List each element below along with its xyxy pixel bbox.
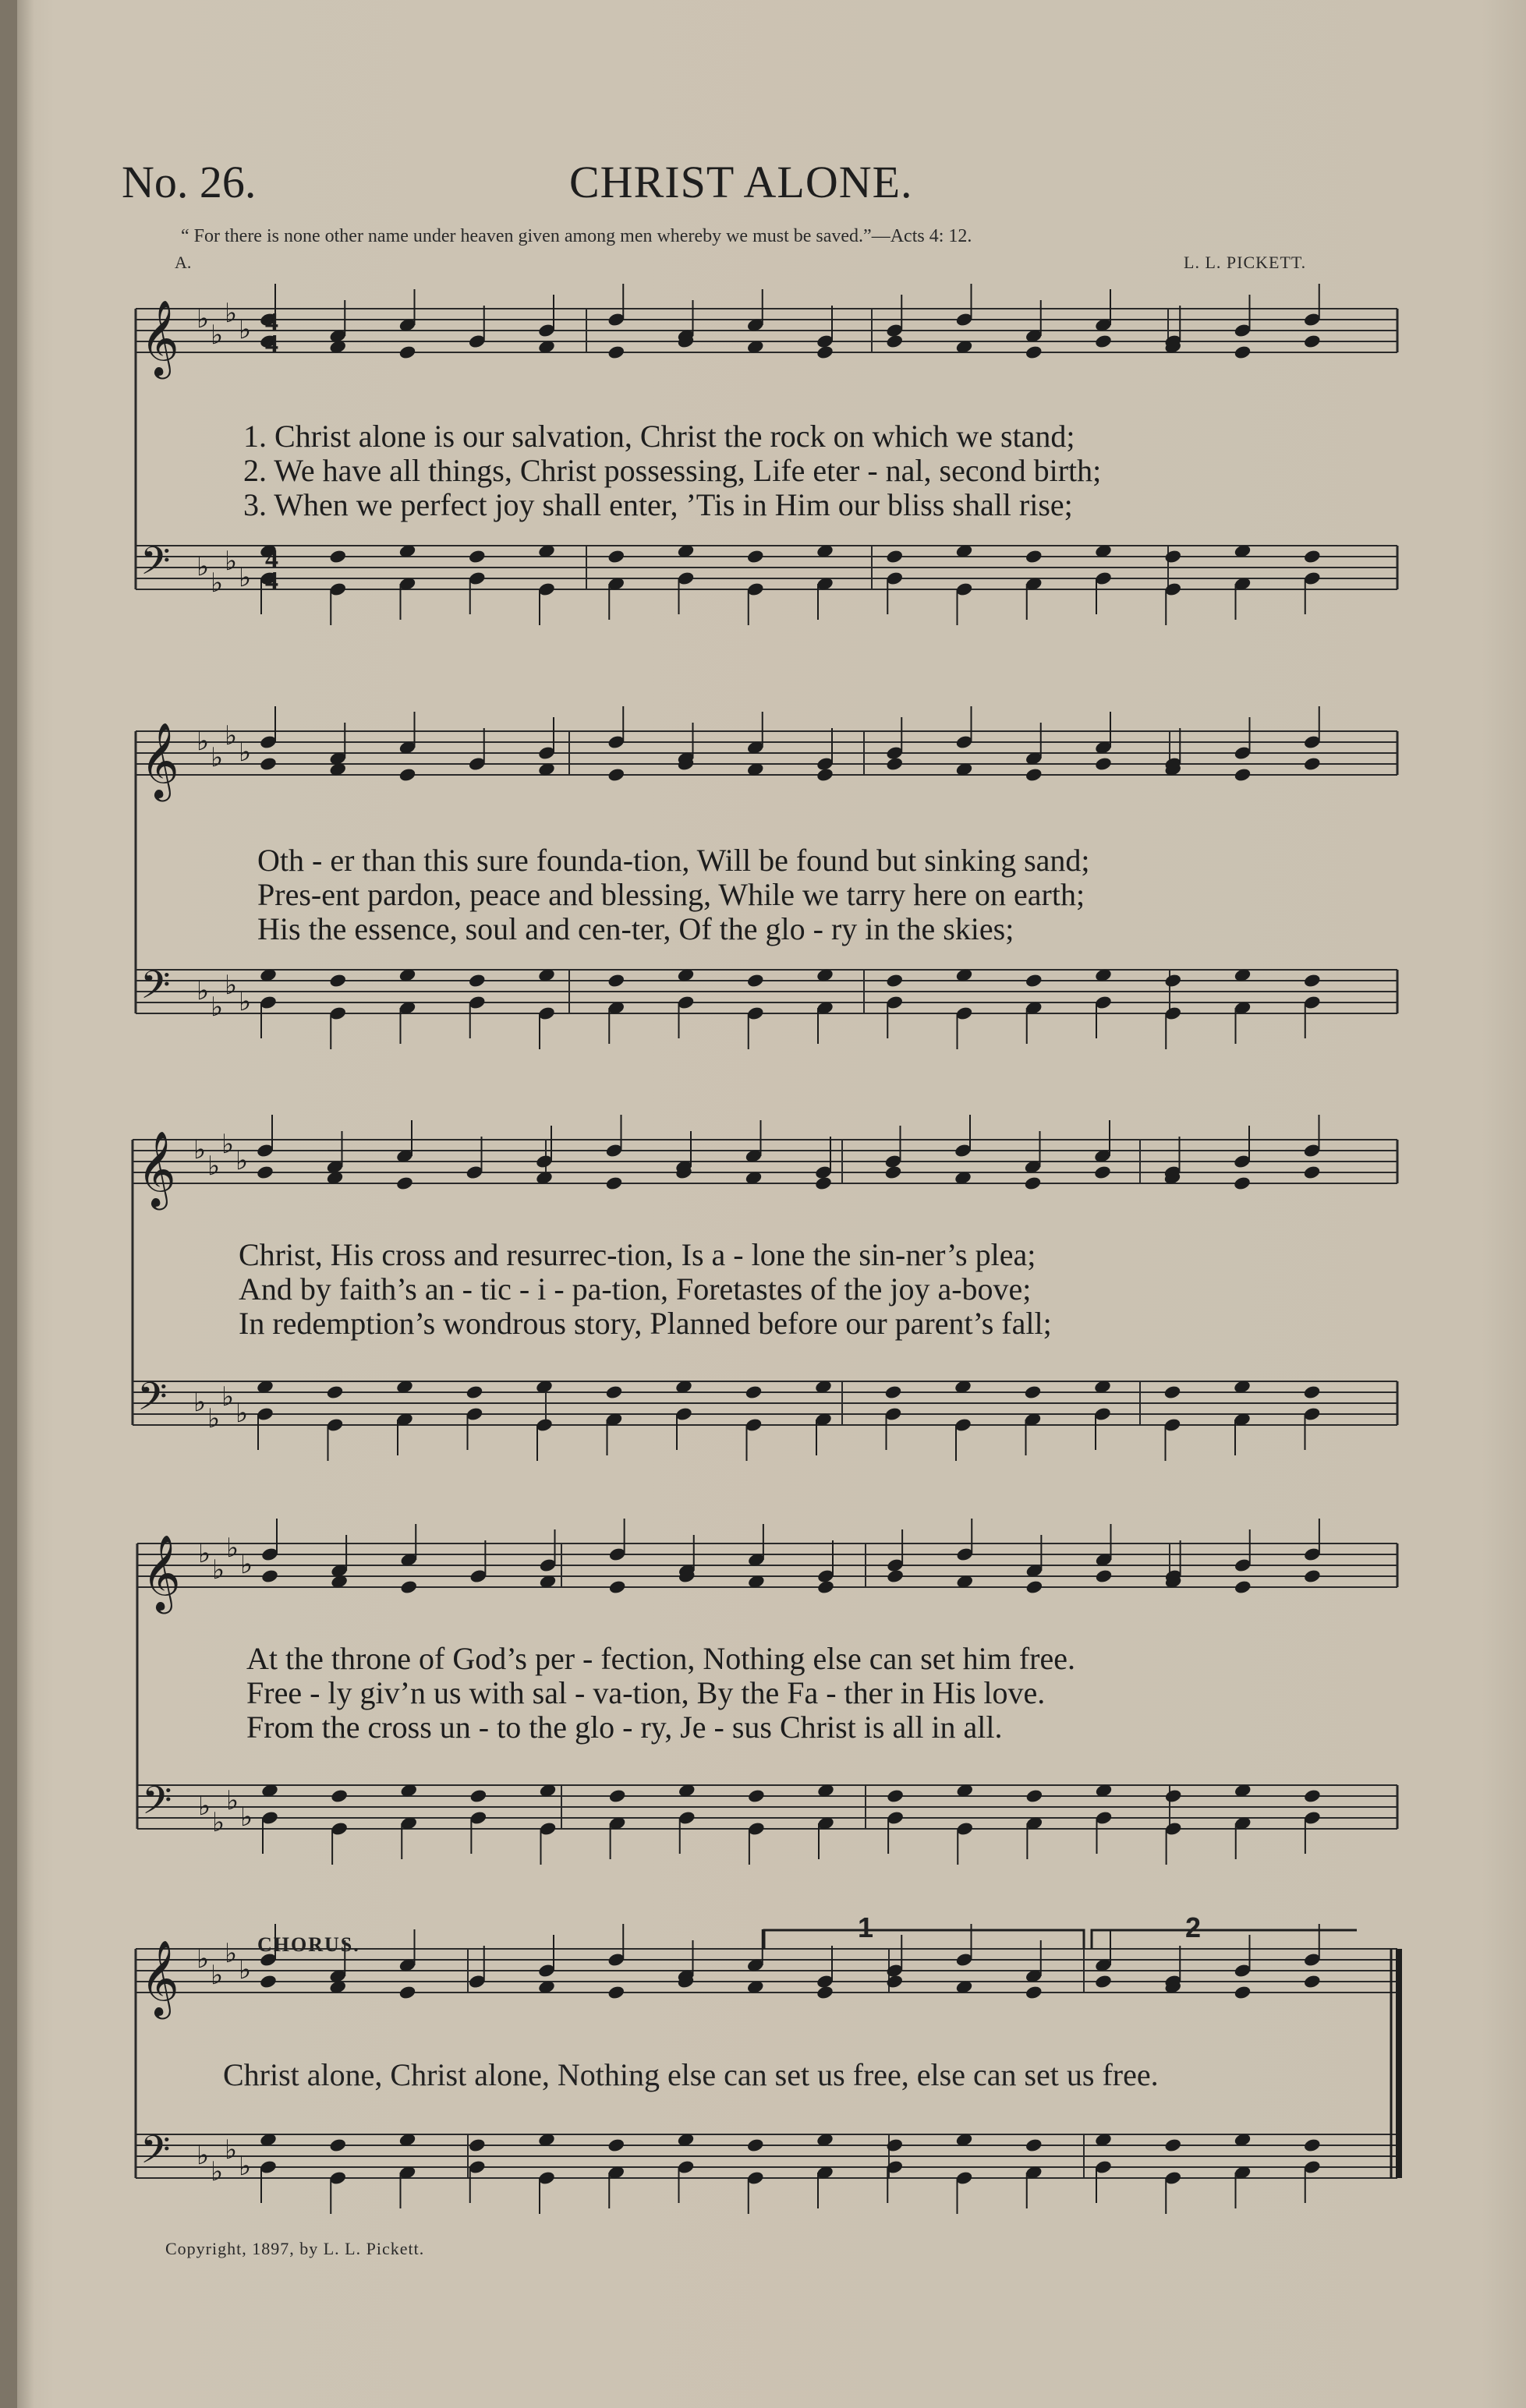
notehead [607, 2137, 625, 2153]
notehead [1163, 1384, 1182, 1400]
notehead [1234, 1579, 1252, 1595]
notehead [1095, 1568, 1114, 1584]
notehead [885, 973, 904, 988]
notehead [885, 549, 904, 564]
lyric-line: In redemption’s wondrous story, Planned before our parent’s fall; [239, 1306, 1052, 1341]
notehead [326, 1384, 345, 1400]
notehead [259, 756, 278, 772]
notehead [1024, 1384, 1043, 1400]
notehead [607, 973, 625, 988]
notehead [885, 756, 904, 772]
flat-icon: ♭ [197, 551, 210, 582]
notehead [1303, 1568, 1322, 1584]
lyric-line: 1. Christ alone is our salvation, Christ the rock on which we stand; [243, 419, 1075, 454]
notehead [395, 1176, 414, 1191]
treble-clef-icon: 𝄞 [140, 1939, 179, 2016]
flat-icon: ♭ [211, 742, 224, 773]
notehead [330, 1788, 349, 1804]
flat-icon: ♭ [197, 726, 210, 757]
notehead [1093, 1165, 1112, 1180]
notehead [1094, 756, 1113, 772]
notehead [1303, 973, 1322, 988]
flat-icon: ♭ [225, 298, 238, 329]
notehead [746, 973, 765, 988]
bass-clef-icon: 𝄢 [140, 539, 171, 593]
notehead [1303, 1788, 1322, 1804]
lyric-line: At the throne of God’s per - fection, Nothing else can set him free. [246, 1641, 1076, 1676]
notehead [398, 767, 417, 783]
notehead [745, 1384, 763, 1400]
flat-icon: ♭ [207, 1403, 221, 1434]
notehead [1234, 1985, 1252, 2000]
bass-clef-icon: 𝄢 [140, 2127, 171, 2182]
notehead [607, 767, 625, 783]
flat-icon: ♭ [212, 1554, 225, 1586]
notehead [746, 2137, 765, 2153]
first-ending-bracket [764, 1930, 1084, 1949]
flat-icon: ♭ [226, 1785, 239, 1816]
lyric-line: 3. When we perfect joy shall enter, ’Tis in Him our bliss shall rise; [243, 487, 1073, 522]
flat-icon: ♭ [225, 970, 238, 1001]
notehead [816, 1579, 835, 1595]
flat-icon: ♭ [221, 1129, 235, 1160]
notehead [328, 2137, 347, 2153]
flat-icon: ♭ [211, 2156, 224, 2187]
notehead [1234, 767, 1252, 783]
notehead [260, 1568, 279, 1584]
notehead [466, 1384, 484, 1400]
flat-icon: ♭ [221, 1381, 235, 1413]
flat-icon: ♭ [207, 1151, 221, 1182]
time-signature-top: 4 [265, 308, 278, 337]
notehead [398, 1985, 417, 2000]
treble-clef-icon: 𝄞 [140, 299, 179, 376]
notehead [469, 1788, 488, 1804]
lyric-line: Christ, His cross and resurrec-tion, Is a - lone the sin-ner’s plea; [239, 1237, 1036, 1272]
bass-clef-icon: 𝄢 [140, 963, 171, 1017]
notehead [1163, 973, 1182, 988]
flat-icon: ♭ [225, 720, 238, 751]
second-ending-bracket [1092, 1930, 1357, 1949]
notehead [328, 973, 347, 988]
hymn-title: CHRIST ALONE. [569, 157, 913, 207]
notehead [1025, 345, 1043, 360]
notehead [1094, 334, 1113, 349]
flat-icon: ♭ [197, 2140, 210, 2171]
notehead [1025, 1788, 1044, 1804]
notehead [607, 549, 625, 564]
notehead [1025, 973, 1043, 988]
lyric-line: Free - ly giv’n us with sal - va-tion, By the Fa - ther in His love. [246, 1675, 1046, 1710]
flat-icon: ♭ [239, 986, 252, 1017]
scripture-epigraph: “ For there is none other name under heaven given among men whereby we must be saved.”—Acts 4: 12. [181, 226, 972, 246]
notehead [605, 1176, 624, 1191]
notehead [468, 549, 487, 564]
chorus-label: CHORUS. [257, 1933, 360, 1956]
notehead [1025, 767, 1043, 783]
flat-icon: ♭ [193, 1387, 207, 1418]
lyric-line: His the essence, soul and cen-ter, Of the glo - ry in the skies; [257, 911, 1014, 946]
flat-icon: ♭ [197, 303, 210, 334]
hymn-number: No. 26. [122, 157, 257, 207]
flat-icon: ♭ [225, 1938, 238, 1969]
notehead [328, 549, 347, 564]
flat-icon: ♭ [239, 1954, 252, 1985]
flat-icon: ♭ [197, 1943, 210, 1975]
notehead [259, 1974, 278, 1989]
notehead [746, 549, 765, 564]
notehead [399, 1579, 418, 1595]
notehead [816, 767, 834, 783]
flat-icon: ♭ [239, 737, 252, 768]
composer-credit: L. L. PICKETT. [1184, 253, 1307, 272]
notehead [607, 345, 625, 360]
notehead [608, 1579, 627, 1595]
notehead [816, 345, 834, 360]
flat-icon: ♭ [211, 568, 224, 599]
flat-icon: ♭ [239, 314, 252, 345]
lyric-line: Oth - er than this sure founda-tion, Will be found but sinking sand; [257, 843, 1090, 878]
notehead [1025, 1579, 1044, 1595]
flat-icon: ♭ [239, 2151, 252, 2182]
bass-clef-icon: 𝄢 [137, 1374, 168, 1429]
notehead [1303, 549, 1322, 564]
notehead [1303, 2137, 1322, 2153]
notehead [885, 2137, 904, 2153]
lyric-line: 2. We have all things, Christ possessing, Life eter - nal, second birth; [243, 453, 1102, 488]
time-signature-bottom: 4 [265, 330, 278, 359]
notehead [884, 1384, 903, 1400]
notehead [1303, 1384, 1322, 1400]
notehead [1024, 1176, 1043, 1191]
flat-icon: ♭ [225, 546, 238, 577]
treble-clef-icon: 𝄞 [142, 1534, 181, 1611]
flat-icon: ♭ [193, 1134, 207, 1165]
flat-icon: ♭ [226, 1533, 239, 1564]
notehead [816, 1985, 834, 2000]
notehead [1303, 334, 1322, 349]
notehead [1234, 345, 1252, 360]
flat-icon: ♭ [198, 1538, 211, 1569]
notehead [256, 1165, 274, 1180]
lyric-line: And by faith’s an - tic - i - pa-tion, Foretastes of the joy a-bove; [239, 1271, 1032, 1307]
notehead [398, 345, 417, 360]
notehead [1163, 2137, 1182, 2153]
flat-icon: ♭ [235, 1398, 249, 1429]
notehead [468, 973, 487, 988]
notehead [608, 1788, 627, 1804]
notehead [605, 1384, 624, 1400]
notehead [1163, 549, 1182, 564]
notehead [884, 1165, 903, 1180]
notehead [885, 1974, 904, 1989]
flat-icon: ♭ [225, 2134, 238, 2166]
notehead [886, 1568, 905, 1584]
flat-icon: ♭ [239, 562, 252, 593]
flat-icon: ♭ [235, 1145, 249, 1176]
lyric-line: Pres-ent pardon, peace and blessing, While we tarry here on earth; [257, 877, 1085, 912]
notehead [814, 1176, 833, 1191]
notehead [1303, 1165, 1322, 1180]
first-ending-number: 1 [858, 1911, 874, 1943]
notehead [1164, 1788, 1183, 1804]
flat-icon: ♭ [212, 1807, 225, 1838]
flat-icon: ♭ [211, 1960, 224, 1991]
notehead [1303, 756, 1322, 772]
copyright-notice: Copyright, 1897, by L. L. Pickett. [165, 2239, 425, 2258]
flat-icon: ♭ [211, 992, 224, 1023]
notehead [747, 1788, 766, 1804]
bass-clef-icon: 𝄢 [142, 1778, 172, 1833]
notehead [1025, 2137, 1043, 2153]
notehead [1025, 1985, 1043, 2000]
notehead [1025, 549, 1043, 564]
time-signature-bottom: 4 [265, 567, 278, 596]
notehead [607, 1985, 625, 2000]
flat-icon: ♭ [240, 1549, 253, 1580]
notehead [468, 2137, 487, 2153]
chorus-lyric: Christ alone, Christ alone, Nothing else can set us free, else can set us free. [223, 2057, 1159, 2092]
notehead [1233, 1176, 1252, 1191]
flat-icon: ♭ [211, 320, 224, 351]
notehead [886, 1788, 905, 1804]
flat-icon: ♭ [240, 1802, 253, 1833]
second-ending-number: 2 [1185, 1911, 1202, 1943]
lyric-line: From the cross un - to the glo - ry, Je - sus Christ is all in all. [246, 1710, 1003, 1745]
time-signature-top: 4 [265, 545, 278, 574]
notehead [885, 334, 904, 349]
notehead [1094, 1974, 1113, 1989]
key-marking: A. [175, 253, 192, 272]
notehead [1303, 1974, 1322, 1989]
flat-icon: ♭ [198, 1791, 211, 1822]
treble-clef-icon: 𝄞 [137, 1130, 176, 1207]
flat-icon: ♭ [197, 975, 210, 1006]
treble-clef-icon: 𝄞 [140, 722, 179, 798]
